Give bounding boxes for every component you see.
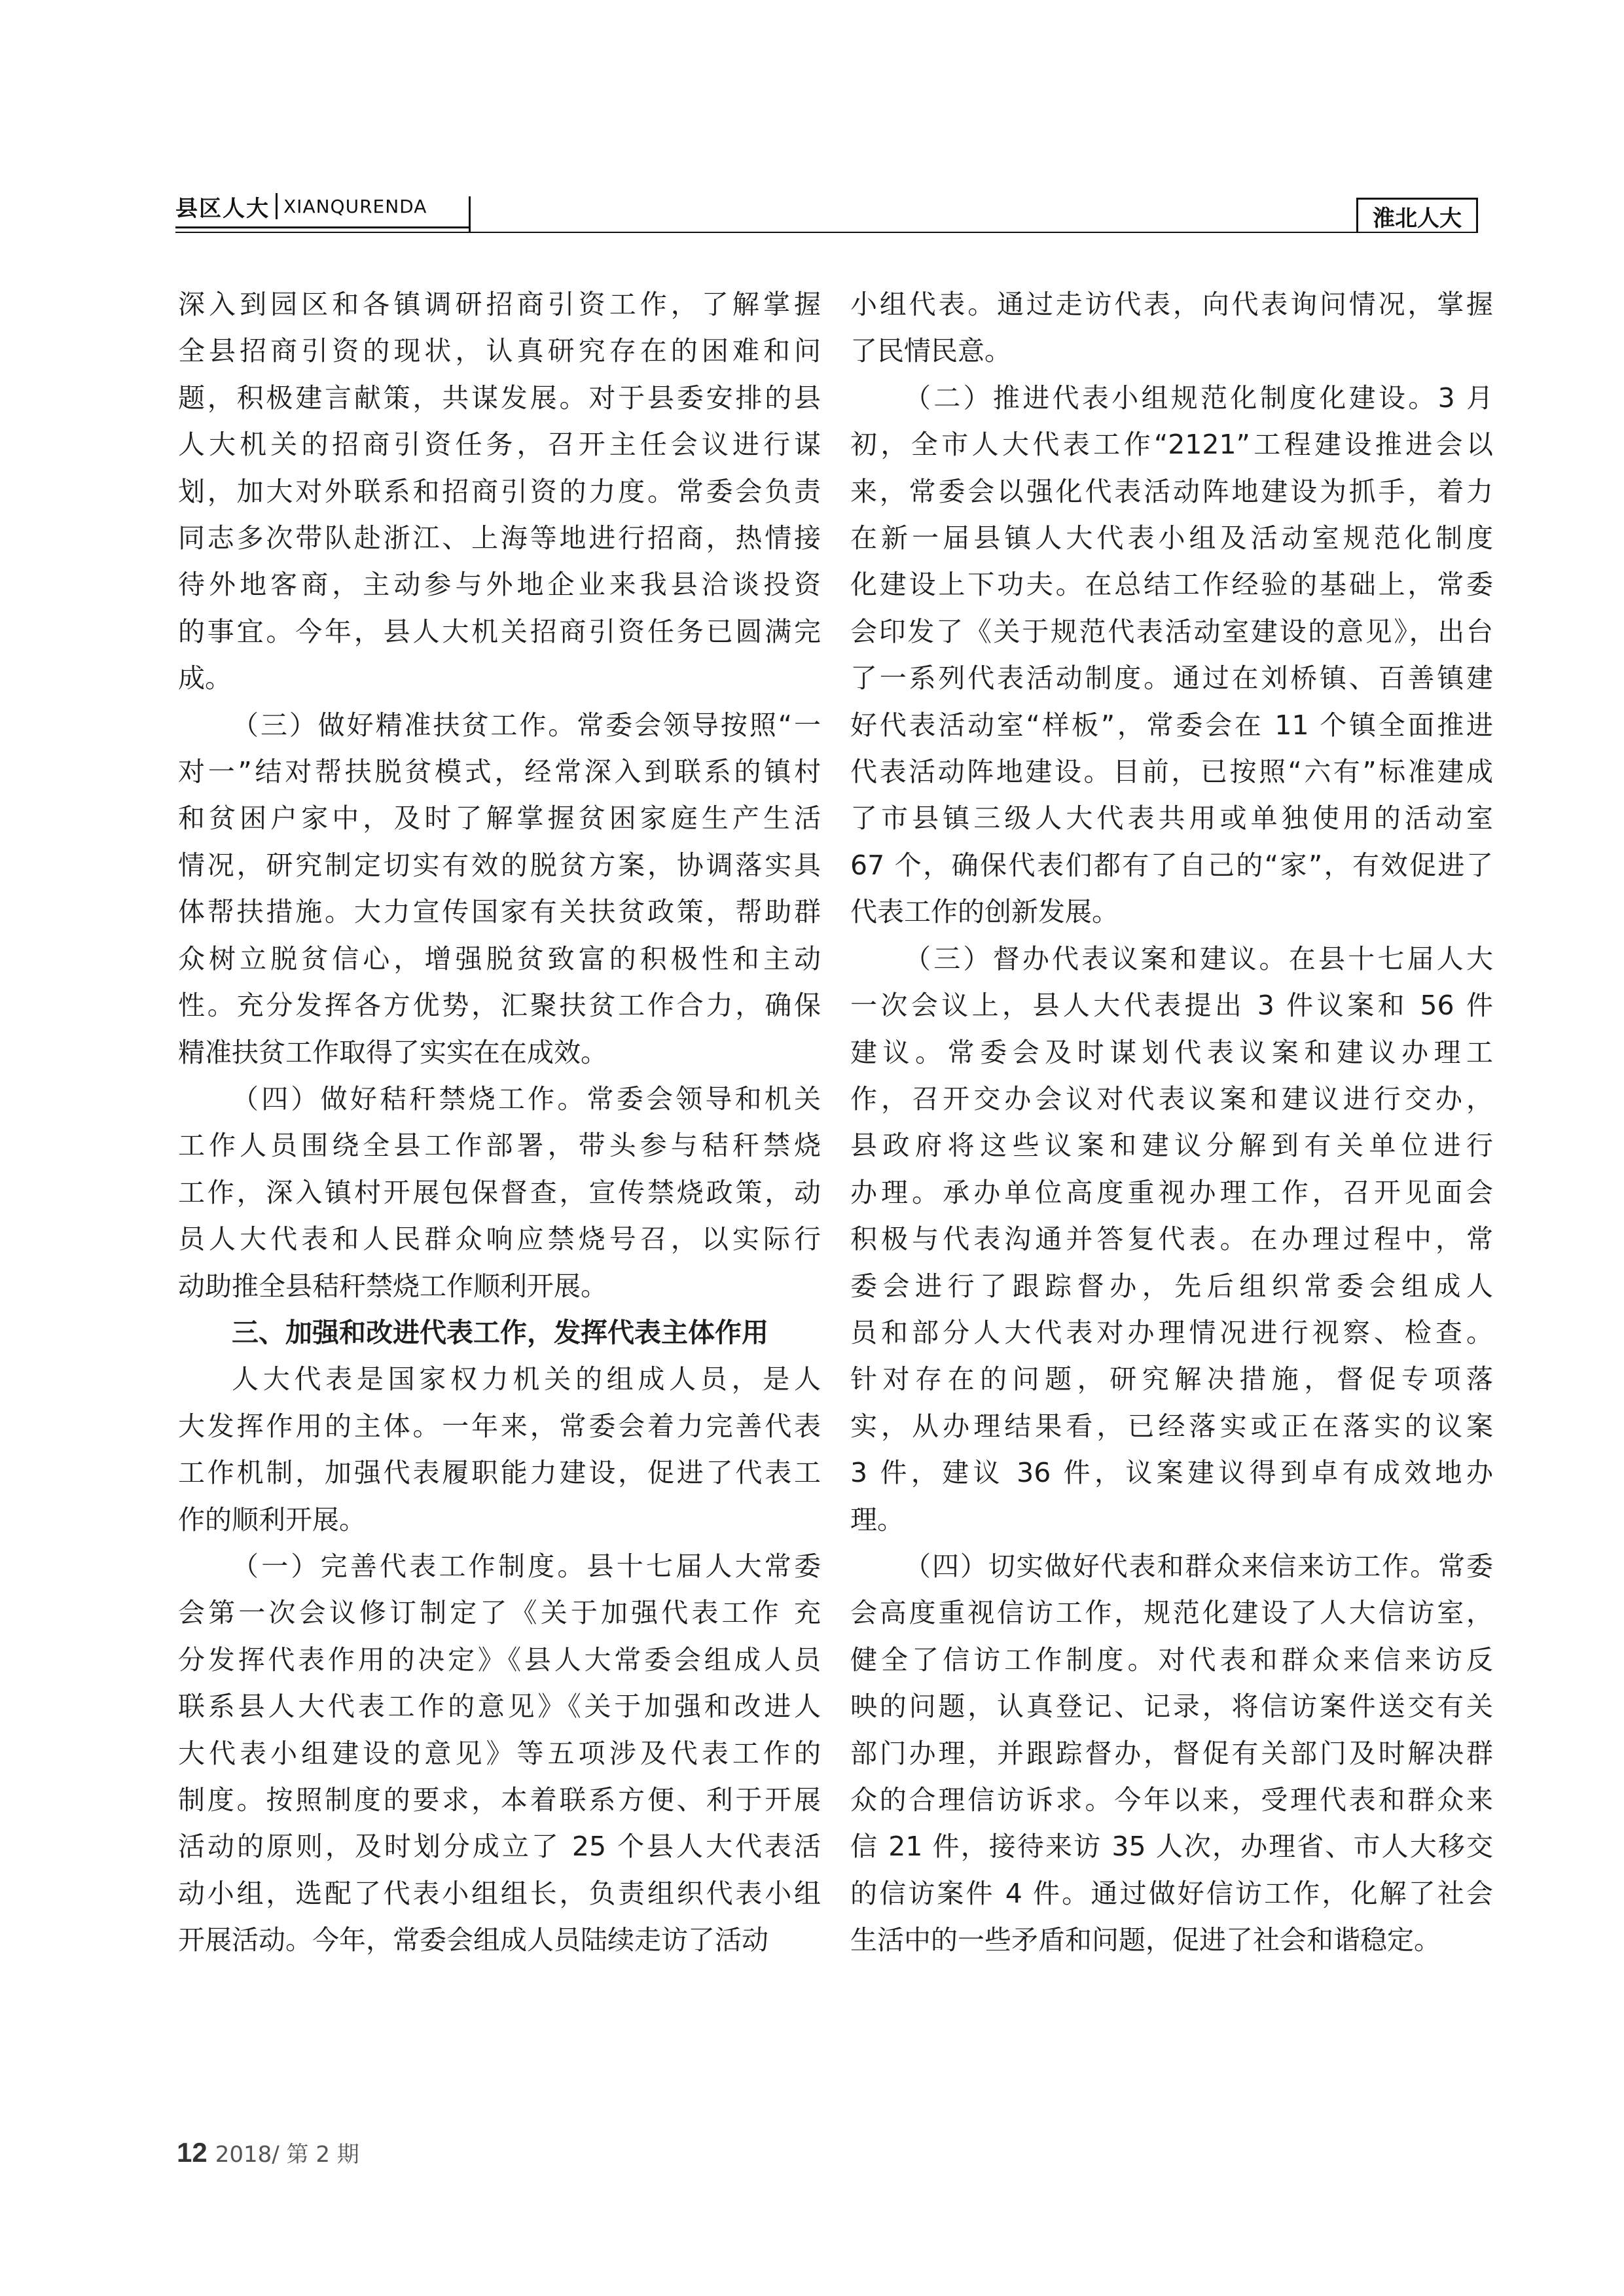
text-line bbox=[850, 562, 1493, 608]
text-line bbox=[178, 1823, 821, 1870]
text-line bbox=[178, 842, 821, 889]
line-text: 的事宜。今年，县人大机关招商引资任务已圆满完 bbox=[178, 615, 821, 647]
text-line bbox=[178, 936, 821, 982]
subheading: （三）督办代表议案和建议。 bbox=[904, 942, 1289, 975]
text-line bbox=[850, 1310, 1493, 1356]
line-text: 部门办理，并跟踪督办，督促有关部门及时解决群 bbox=[850, 1737, 1493, 1769]
section-title-cn: 县区人大 bbox=[175, 195, 270, 222]
text-line bbox=[178, 1076, 821, 1122]
text-line bbox=[178, 1170, 821, 1216]
line-text: 代表工作的创新发展。 bbox=[850, 896, 1119, 928]
line-text: 会印发了《关于规范代表活动室建设的意见》，出台 bbox=[850, 615, 1493, 647]
line-text: 理。 bbox=[850, 1503, 904, 1535]
text-line bbox=[850, 795, 1493, 842]
text-line bbox=[850, 702, 1493, 749]
subheading: （一）完善代表工作制度。 bbox=[232, 1550, 587, 1582]
text-line bbox=[178, 1216, 821, 1263]
line-text: 县政府将这些议案和建议分解到有关单位进行 bbox=[850, 1130, 1493, 1162]
text-line bbox=[178, 422, 821, 468]
line-text: 一次会议上，县人大代表提出 3 件议案和 56 件 bbox=[850, 990, 1493, 1022]
line-text: 全县招商引资的现状，认真研究存在的困难和问 bbox=[178, 335, 821, 367]
line-text: 好代表活动室“样板”，常委会在 11 个镇全面推进 bbox=[850, 709, 1493, 741]
text-line bbox=[850, 328, 1493, 374]
subheading: （二）推进代表小组规范化制度化建设。 bbox=[904, 382, 1438, 414]
line-text: 常委会领导和机关 bbox=[586, 1083, 821, 1115]
text-line bbox=[850, 1122, 1493, 1169]
line-text: 建议。常委会及时谋划代表议案和建议办理工 bbox=[850, 1036, 1493, 1068]
line-text: 会高度重视信访工作，规范化建设了人大信访室， bbox=[850, 1597, 1493, 1629]
text-line bbox=[850, 1450, 1493, 1496]
page-footer bbox=[177, 2136, 359, 2168]
text-line bbox=[850, 1637, 1493, 1683]
text-line bbox=[850, 609, 1493, 655]
line-text: 对一”结对帮扶脱贫模式，经常深入到联系的镇村 bbox=[178, 756, 821, 788]
text-line bbox=[178, 795, 821, 842]
line-text: 性。充分发挥各方优势，汇聚扶贫工作合力，确保 bbox=[178, 990, 821, 1022]
line-text: 3 月 bbox=[1437, 382, 1494, 414]
page-number: 12 bbox=[177, 2137, 208, 2168]
text-line bbox=[850, 1356, 1493, 1403]
text-line bbox=[850, 1170, 1493, 1216]
line-text: 大发挥作用的主体。一年来，常委会着力完善代表 bbox=[178, 1410, 821, 1442]
text-line bbox=[178, 655, 821, 702]
right-column bbox=[850, 281, 1493, 1964]
line-text: 众的合理信访诉求。今年以来，受理代表和群众来 bbox=[850, 1784, 1493, 1816]
text-line bbox=[850, 1403, 1493, 1450]
text-line bbox=[850, 1731, 1493, 1777]
line-text: 化建设上下功夫。在总结工作经验的基础上，常委 bbox=[850, 569, 1493, 601]
text-line bbox=[850, 1076, 1493, 1122]
line-text: 工作机制，加强代表履职能力建设，促进了代表工 bbox=[178, 1457, 821, 1489]
text-line bbox=[850, 1216, 1493, 1263]
line-text: 会第一次会议修订制定了《关于加强代表工作 充 bbox=[178, 1597, 821, 1629]
line-text: 代表活动阵地建设。目前，已按照“六有”标准建成 bbox=[850, 756, 1493, 788]
subheading: （三）做好精准扶贫工作。 bbox=[232, 709, 577, 741]
text-line bbox=[850, 422, 1493, 468]
text-line bbox=[178, 1637, 821, 1683]
text-line bbox=[178, 1917, 821, 1964]
line-text: 人大代表是国家权力机关的组成人员，是人 bbox=[232, 1363, 821, 1395]
text-line bbox=[178, 1403, 821, 1450]
text-line bbox=[850, 1263, 1493, 1310]
header-rule-short bbox=[175, 226, 469, 228]
line-text: 常委 bbox=[1438, 1550, 1494, 1582]
subheading: （四）切实做好代表和群众来信来访工作。 bbox=[904, 1550, 1439, 1582]
line-text: 了民情民意。 bbox=[850, 335, 1011, 367]
text-line bbox=[850, 469, 1493, 515]
text-line bbox=[850, 1590, 1493, 1636]
text-line bbox=[850, 1543, 1493, 1590]
line-text: 健全了信访工作制度。对代表和群众来信来访反 bbox=[850, 1643, 1493, 1676]
text-line bbox=[850, 889, 1493, 935]
line-text: 人大机关的招商引资任务，召开主任会议进行谋 bbox=[178, 429, 821, 461]
line-text: 67 个，确保代表们都有了自己的“家”，有效促进了 bbox=[850, 849, 1493, 881]
section-header bbox=[175, 187, 427, 225]
text-line bbox=[850, 1871, 1493, 1917]
text-line bbox=[850, 1777, 1493, 1823]
text-line bbox=[178, 515, 821, 562]
line-text: 办理。承办单位高度重视办理工作，召开见面会 bbox=[850, 1176, 1493, 1208]
line-text: 精准扶贫工作取得了实实在在成效。 bbox=[178, 1036, 607, 1068]
line-text: 员和部分人大代表对办理情况进行视察、检查。 bbox=[850, 1316, 1493, 1348]
text-line bbox=[178, 328, 821, 374]
text-line bbox=[178, 1590, 821, 1636]
line-text: 分发挥代表作用的决定》《县人大常委会组成人员 bbox=[178, 1643, 821, 1676]
line-text: 划，加大对外联系和招商引资的力度。常委会负责 bbox=[178, 475, 821, 507]
text-line bbox=[850, 982, 1493, 1029]
text-line bbox=[178, 1263, 821, 1310]
text-line bbox=[178, 1871, 821, 1917]
line-text: 在新一届县镇人大代表小组及活动室规范化制度 bbox=[850, 522, 1493, 554]
line-text: 常委会领导按照“一 bbox=[577, 709, 821, 741]
line-text: 初，全市人大代表工作“2121”工程建设推进会以 bbox=[850, 429, 1493, 461]
line-text: 在县十七届人大 bbox=[1288, 942, 1494, 975]
line-text: 活动的原则，及时划分成立了 25 个县人大代表活 bbox=[178, 1831, 821, 1863]
issue-label: 2018/ 第 2 期 bbox=[215, 2142, 359, 2168]
text-line bbox=[850, 1497, 1493, 1543]
line-text: 3 件，建议 36 件，议案建议得到卓有成效地办 bbox=[850, 1457, 1493, 1489]
line-text: 了一系列代表活动制度。通过在刘桥镇、百善镇建 bbox=[850, 662, 1493, 694]
text-line bbox=[178, 889, 821, 935]
text-line bbox=[178, 1122, 821, 1169]
subheading: （四）做好秸秆禁烧工作。 bbox=[232, 1083, 587, 1115]
line-text: 县十七届人大常委 bbox=[586, 1550, 821, 1582]
line-text: 深入到园区和各镇调研招商引资工作，了解掌握 bbox=[178, 289, 821, 320]
text-line bbox=[850, 375, 1493, 422]
line-text: 开展活动。今年，常委会组成人员陆续走访了活动 bbox=[178, 1924, 768, 1956]
text-line bbox=[178, 469, 821, 515]
text-line bbox=[178, 1683, 821, 1730]
line-text: 委会进行了跟踪督办，先后组织常委会组成人 bbox=[850, 1270, 1493, 1302]
section-title-en: XIANQURENDA bbox=[283, 195, 427, 217]
text-line bbox=[178, 1777, 821, 1823]
line-text: 作，召开交办会议对代表议案和建议进行交办， bbox=[850, 1083, 1493, 1115]
left-column bbox=[178, 281, 821, 1964]
text-line bbox=[178, 1543, 821, 1590]
line-text: 工作，深入镇村开展包保督查，宣传禁烧政策，动 bbox=[178, 1176, 821, 1208]
line-text: 员人大代表和人民群众响应禁烧号召，以实际行 bbox=[178, 1223, 821, 1255]
text-line bbox=[178, 982, 821, 1029]
line-text: 针对存在的问题，研究解决措施，督促专项落 bbox=[850, 1363, 1493, 1395]
text-line bbox=[178, 1030, 821, 1076]
line-text: 映的问题，认真登记、记录，将信访案件送交有关 bbox=[850, 1691, 1493, 1723]
line-text: 情况，研究制定切实有效的脱贫方案，协调落实具 bbox=[178, 849, 821, 881]
header-rule-long bbox=[175, 232, 1478, 233]
text-line bbox=[178, 562, 821, 608]
line-text: 大代表小组建设的意见》等五项涉及代表工作的 bbox=[178, 1737, 821, 1769]
line-text: 动小组，选配了代表小组组长，负责组织代表小组 bbox=[178, 1877, 821, 1909]
line-text: 来，常委会以强化代表活动阵地建设为抓手，着力 bbox=[850, 475, 1493, 507]
text-line bbox=[850, 1917, 1493, 1964]
text-line bbox=[178, 609, 821, 655]
text-line bbox=[850, 749, 1493, 795]
text-line bbox=[850, 1683, 1493, 1730]
text-line bbox=[178, 702, 821, 749]
line-text: 信 21 件，接待来访 35 人次，办理省、市人大移交 bbox=[850, 1831, 1493, 1863]
text-line bbox=[178, 1497, 821, 1543]
line-text: 联系县人大代表工作的意见》《关于加强和改进人 bbox=[178, 1691, 821, 1723]
text-line bbox=[178, 1450, 821, 1496]
line-text: 了市县镇三级人大代表共用或单独使用的活动室 bbox=[850, 802, 1493, 834]
line-text: 工作人员围绕全县工作部署，带头参与秸秆禁烧 bbox=[178, 1130, 821, 1162]
text-line bbox=[850, 655, 1493, 702]
text-line bbox=[178, 281, 821, 328]
line-text: 生活中的一些矛盾和问题，促进了社会和谐稳定。 bbox=[850, 1924, 1441, 1956]
text-line bbox=[178, 375, 821, 422]
text-line bbox=[178, 749, 821, 795]
line-text: 同志多次带队赴浙江、上海等地进行招商，热情接 bbox=[178, 522, 821, 554]
text-line bbox=[850, 1030, 1493, 1076]
text-line bbox=[178, 1356, 821, 1403]
text-line bbox=[850, 936, 1493, 982]
text-line bbox=[850, 515, 1493, 562]
line-text: 制度。按照制度的要求，本着联系方便、利于开展 bbox=[178, 1784, 821, 1816]
publication-tab bbox=[1356, 198, 1478, 233]
line-text: 作的顺利开展。 bbox=[178, 1503, 366, 1535]
line-text: 积极与代表沟通并答复代表。在办理过程中，常 bbox=[850, 1223, 1493, 1255]
line-text: 实，从办理结果看，已经落实或正在落实的议案 bbox=[850, 1410, 1493, 1442]
publication-name: 淮北人大 bbox=[1373, 206, 1462, 232]
header-divider bbox=[276, 193, 278, 219]
line-text: 和贫困户家中，及时了解掌握贫困家庭生产生活 bbox=[178, 802, 821, 834]
text-line bbox=[850, 1823, 1493, 1870]
line-text: 动助推全县秸秆禁烧工作顺利开展。 bbox=[178, 1270, 607, 1302]
line-text: 的信访案件 4 件。通过做好信访工作，化解了社会 bbox=[850, 1877, 1493, 1909]
line-text: 待外地客商，主动参与外地企业来我县洽谈投资 bbox=[178, 569, 821, 601]
line-text: 体帮扶措施。大力宣传国家有关扶贫政策，帮助群 bbox=[178, 896, 821, 928]
section-heading: 三、加强和改进代表工作，发挥代表主体作用 bbox=[232, 1316, 768, 1348]
header-rule-tick bbox=[469, 196, 471, 233]
text-line bbox=[850, 281, 1493, 328]
text-line bbox=[850, 842, 1493, 889]
line-text: 小组代表。通过走访代表，向代表询问情况，掌握 bbox=[850, 289, 1493, 320]
line-text: 众树立脱贫信心，增强脱贫致富的积极性和主动 bbox=[178, 942, 821, 975]
text-line bbox=[178, 1731, 821, 1777]
line-text: 题，积极建言献策，共谋发展。对于县委安排的县 bbox=[178, 382, 821, 414]
line-text: 成。 bbox=[178, 662, 232, 694]
